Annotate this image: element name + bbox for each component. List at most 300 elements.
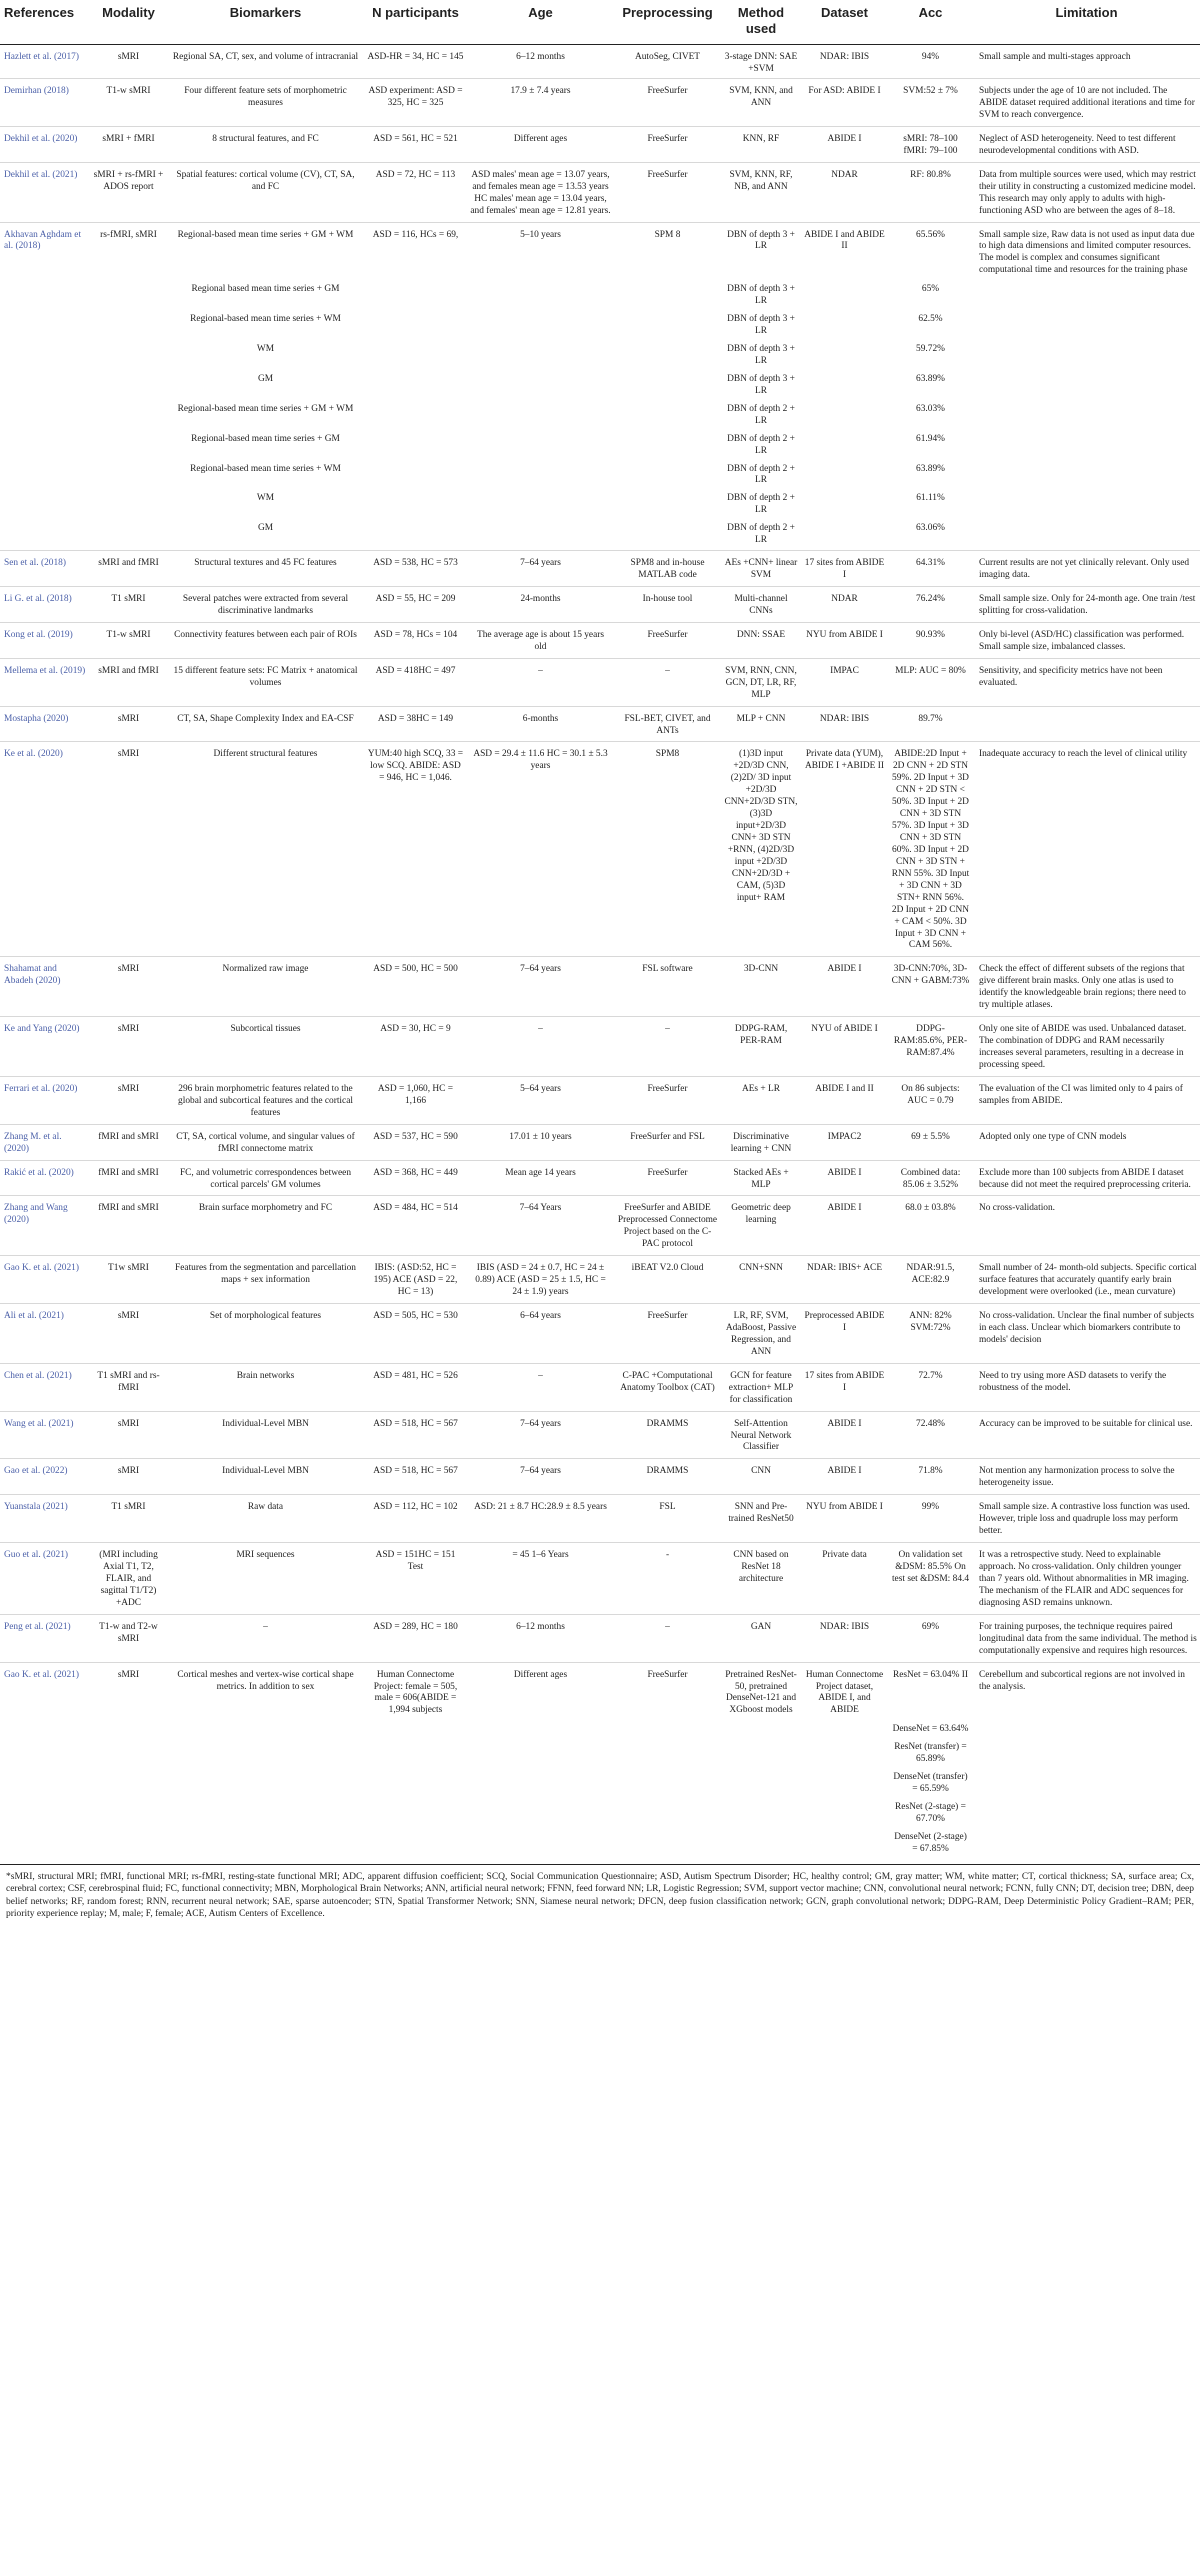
cell-age: – <box>467 1363 614 1411</box>
cell-accuracy: sMRI: 78–100 fMRI: 79–100 <box>888 126 973 162</box>
cell-age <box>467 1829 614 1864</box>
cell-age <box>467 1721 614 1739</box>
cell-age <box>467 431 614 461</box>
cell-preprocessing <box>614 1769 721 1799</box>
cell-dataset: ABIDE I <box>801 1411 888 1459</box>
header-acc: Acc <box>888 0 973 45</box>
table-row <box>0 1076 1200 1124</box>
cell-limitation <box>973 431 1200 461</box>
table-row <box>0 742 1200 957</box>
cell-accuracy: 99% <box>888 1495 973 1543</box>
header-biomarkers: Biomarkers <box>167 0 364 45</box>
cell-preprocessing: FSL <box>614 1495 721 1543</box>
cell-preprocessing: – <box>614 658 721 706</box>
table-row <box>0 490 1200 520</box>
cell-modality <box>90 520 167 550</box>
cell-n-participants: ASD experiment: ASD = 325, HC = 325 <box>364 79 467 127</box>
cell-modality: sMRI + rs-fMRI + ADOS report <box>90 162 167 222</box>
cell-modality <box>90 1829 167 1864</box>
cell-modality <box>90 490 167 520</box>
cell-dataset: NDAR: IBIS <box>819 52 870 63</box>
cell-method: DBN of depth 3 + LR <box>727 314 795 337</box>
cell-method <box>721 1799 801 1829</box>
cell-accuracy: 59.72% <box>916 344 945 354</box>
cell-dataset: ABIDE I <box>801 126 888 162</box>
cell-accuracy: ResNet (2-stage) = 67.70% <box>895 1802 966 1824</box>
cell-limitation <box>973 520 1200 550</box>
cell-biomarkers: Features from the segmentation and parcellation maps + sex information <box>167 1256 364 1304</box>
cell-accuracy: ANN: 82% SVM:72% <box>888 1304 973 1364</box>
cell-accuracy: ABIDE:2D Input + 2D CNN + 2D STN 59%. 2D Input + 3D CNN + 2D STN < 50%. 3D Input + 2D CNN + 3D STN 57%. 3D Input + 3D CNN + 3D STN 60%. 3D Input + 2D CNN + 3D STN + RNN 55%. 3D Input + 3D CNN + 3D STN+ RNN 56%. 2D Input + 2D CNN + CAM < 50%. 3D Input + 3D CNN + CAM 56%. <box>888 742 973 957</box>
cell-biomarkers: CT, SA, cortical volume, and singular values of fMRI connectome matrix <box>167 1124 364 1160</box>
cell-limitation <box>973 706 1200 742</box>
cell-n-participants <box>364 1721 467 1739</box>
cell-age: 7–64 years <box>467 1459 614 1495</box>
cell-limitation <box>973 311 1200 341</box>
cell-limitation: Subjects under the age of 10 are not included. The ABIDE dataset required additional iterations and time for SVM to reach convergence. <box>973 79 1200 127</box>
cell-age <box>467 490 614 520</box>
cell-age <box>467 1739 614 1769</box>
cell-reference: Sen et al. (2018) <box>0 551 90 587</box>
cell-age <box>467 281 614 311</box>
cell-biomarkers: Structural textures and 45 FC features <box>167 551 364 587</box>
cell-method <box>721 1769 801 1799</box>
cell-n-participants: ASD = 289, HC = 180 <box>364 1614 467 1662</box>
cell-age: Different ages <box>467 1662 614 1721</box>
cell-age: IBIS (ASD = 24 ± 0.7, HC = 24 ± 0.89) ACE (ASD = 25 ± 1.5, HC = 24 ± 1.9) years <box>467 1256 614 1304</box>
cell-preprocessing: FreeSurfer <box>614 1662 721 1721</box>
table-row <box>0 622 1200 658</box>
cell-age: – <box>467 658 614 706</box>
cell-method: Discriminative learning + CNN <box>721 1124 801 1160</box>
cell-limitation: Accuracy can be improved to be suitable for clinical use. <box>973 1411 1200 1459</box>
cell-biomarkers: Normalized raw image <box>167 957 364 1017</box>
cell-biomarkers: MRI sequences <box>167 1543 364 1615</box>
cell-preprocessing <box>614 401 721 431</box>
cell-dataset <box>801 371 888 401</box>
cell-preprocessing: SPM8 and in-house MATLAB code <box>614 551 721 587</box>
cell-age: 6–12 months <box>467 1614 614 1662</box>
cell-age <box>467 461 614 491</box>
cell-biomarkers <box>167 1769 364 1799</box>
cell-modality: T1 sMRI and rs-fMRI <box>90 1363 167 1411</box>
table-row <box>0 1662 1200 1721</box>
table-row <box>0 1543 1200 1615</box>
cell-method: DBN of depth 2 + LR <box>727 433 795 456</box>
cell-reference <box>0 431 90 461</box>
cell-dataset: Preprocessed ABIDE I <box>801 1304 888 1364</box>
cell-age: 17.9 ± 7.4 years <box>467 79 614 127</box>
cell-method <box>721 1829 801 1864</box>
cell-limitation <box>973 401 1200 431</box>
cell-accuracy: 94% <box>921 52 940 63</box>
cell-reference: Chen et al. (2021) <box>0 1363 90 1411</box>
cell-preprocessing: FreeSurfer <box>614 126 721 162</box>
cell-age: 6-months <box>467 706 614 742</box>
table-row <box>0 431 1200 461</box>
cell-accuracy: 72.48% <box>888 1411 973 1459</box>
cell-accuracy: 69 ± 5.5% <box>888 1124 973 1160</box>
cell-n-participants: Human Connectome Project: female = 505, male = 606(ABIDE = 1,994 subjects <box>364 1662 467 1721</box>
cell-dataset: NDAR: IBIS <box>801 1614 888 1662</box>
cell-biomarkers: – <box>167 1614 364 1662</box>
cell-n-participants: ASD = 500, HC = 500 <box>364 957 467 1017</box>
cell-method: DNN: SSAE <box>721 622 801 658</box>
cell-dataset: IMPAC2 <box>801 1124 888 1160</box>
table-row <box>0 1363 1200 1411</box>
cell-modality: T1 sMRI <box>90 1495 167 1543</box>
header-n-participants: N participants <box>364 0 467 45</box>
table-row <box>0 162 1200 222</box>
cell-age: The average age is about 15 years old <box>467 622 614 658</box>
cell-biomarkers: 296 brain morphometric features related to the global and subcortical features and the cortical features <box>167 1076 364 1124</box>
cell-limitation <box>973 1799 1200 1829</box>
cell-method <box>721 1721 801 1739</box>
cell-limitation: Small sample and multi-stages approach <box>979 52 1131 63</box>
cell-reference: Zhang M. et al. (2020) <box>0 1124 90 1160</box>
cell-preprocessing: FreeSurfer <box>614 1160 721 1196</box>
cell-biomarkers: Individual-Level MBN <box>167 1411 364 1459</box>
cell-n-participants: ASD = 518, HC = 567 <box>364 1411 467 1459</box>
cell-reference <box>0 490 90 520</box>
header-references: References <box>0 0 90 45</box>
cell-accuracy: 63.06% <box>916 523 945 534</box>
cell-preprocessing <box>614 520 721 550</box>
table-row <box>0 1829 1200 1864</box>
cell-n-participants <box>364 431 467 461</box>
cell-method: DBN of depth 3 + LR <box>721 222 801 281</box>
cell-limitation: No cross-validation. <box>973 1196 1200 1256</box>
cell-method: DBN of depth 2 + LR <box>727 463 795 486</box>
cell-reference <box>0 1739 90 1769</box>
cell-n-participants: ASD = 112, HC = 102 <box>364 1495 467 1543</box>
table-row <box>0 957 1200 1017</box>
cell-n-participants: YUM:40 high SCQ, 33 = low SCQ. ABIDE: ASD = 946, HC = 1,046. <box>364 742 467 957</box>
cell-biomarkers: Regional-based mean time series + GM + WM <box>167 222 364 281</box>
table-row <box>0 1459 1200 1495</box>
cell-biomarkers: Spatial features: cortical volume (CV), CT, SA, and FC <box>167 162 364 222</box>
cell-n-participants: ASD = 72, HC = 113 <box>364 162 467 222</box>
cell-n-participants: ASD = 1,060, HC = 1,166 <box>364 1076 467 1124</box>
cell-accuracy: MLP: AUC = 80% <box>888 658 973 706</box>
cell-dataset: ABIDE I <box>801 1196 888 1256</box>
cell-accuracy: ResNet = 63.04% II <box>888 1662 973 1721</box>
cell-limitation: Cerebellum and subcortical regions are not involved in the analysis. <box>973 1662 1200 1721</box>
cell-accuracy: On 86 subjects: AUC = 0.79 <box>888 1076 973 1124</box>
cell-biomarkers: Regional SA, CT, sex, and volume of intracranial <box>172 52 359 63</box>
cell-reference <box>0 341 90 371</box>
cell-limitation: Small sample size, Raw data is not used as input data due to high data dimensions and limited computer resources. The model is complex and consumes significant computational time and resources for the training phase <box>973 222 1200 281</box>
cell-n-participants <box>364 461 467 491</box>
cell-age: 17.01 ± 10 years <box>467 1124 614 1160</box>
cell-preprocessing: FreeSurfer <box>614 1076 721 1124</box>
cell-accuracy: 63.89% <box>916 373 945 384</box>
cell-modality: T1w sMRI <box>90 1256 167 1304</box>
cell-modality <box>90 371 167 401</box>
cell-preprocessing: FSL-BET, CIVET, and ANTs <box>614 706 721 742</box>
cell-preprocessing: FreeSurfer <box>614 1304 721 1364</box>
header-modality: Modality <box>90 0 167 45</box>
cell-limitation: Check the effect of different subsets of the regions that give different brain masks. Only one atlas is used to identify the knowledgeable brain regions; there need to try multiple atlases. <box>973 957 1200 1017</box>
cell-preprocessing <box>614 490 721 520</box>
cell-dataset <box>801 461 888 491</box>
cell-preprocessing: iBEAT V2.0 Cloud <box>614 1256 721 1304</box>
cell-age: 6–64 years <box>467 1304 614 1364</box>
cell-reference: Gao et al. (2022) <box>0 1459 90 1495</box>
cell-modality: sMRI <box>90 742 167 957</box>
cell-method: SNN and Pre-trained ResNet50 <box>721 1495 801 1543</box>
cell-biomarkers: WM <box>256 493 275 504</box>
cell-limitation: No cross-validation. Unclear the final number of subjects in each class. Unclear which biomarkers contribute to models' decision <box>973 1304 1200 1364</box>
table-row <box>0 341 1200 371</box>
cell-reference: Dekhil et al. (2021) <box>0 162 90 222</box>
cell-n-participants: ASD = 78, HCs = 104 <box>364 622 467 658</box>
cell-limitation: Inadequate accuracy to reach the level of clinical utility <box>973 742 1200 957</box>
cell-accuracy: 63.03% <box>916 403 945 414</box>
cell-dataset: NYU from ABIDE I <box>801 1495 888 1543</box>
cell-method: DBN of depth 2 + LR <box>727 403 795 426</box>
cell-method: GCN for feature extraction+ MLP for classification <box>721 1363 801 1411</box>
cell-age: Mean age 14 years <box>467 1160 614 1196</box>
cell-dataset <box>801 490 888 520</box>
cell-method: MLP + CNN <box>721 706 801 742</box>
cell-n-participants <box>364 520 467 550</box>
cell-biomarkers: Regional-based mean time series + WM <box>190 314 341 325</box>
table-row <box>0 45 1200 79</box>
cell-method: CNN+SNN <box>721 1256 801 1304</box>
table-row <box>0 1411 1200 1459</box>
cell-modality <box>90 1769 167 1799</box>
cell-modality <box>90 1799 167 1829</box>
cell-preprocessing <box>614 461 721 491</box>
cell-reference: Zhang and Wang (2020) <box>0 1196 90 1256</box>
cell-biomarkers <box>167 1721 364 1739</box>
cell-method: Geometric deep learning <box>721 1196 801 1256</box>
cell-modality: sMRI and fMRI <box>90 658 167 706</box>
cell-n-participants: ASD = 55, HC = 209 <box>364 587 467 623</box>
cell-modality: sMRI <box>90 1662 167 1721</box>
cell-dataset: Private data (YUM), ABIDE I +ABIDE II <box>801 742 888 957</box>
cell-reference: Wang et al. (2021) <box>0 1411 90 1459</box>
cell-dataset: ABIDE I <box>801 1160 888 1196</box>
cell-dataset: Human Connectome Project dataset, ABIDE I, and ABIDE <box>801 1662 888 1721</box>
cell-accuracy: Combined data: 85.06 ± 3.52% <box>888 1160 973 1196</box>
header-method-used: Method used <box>721 0 801 45</box>
cell-reference: Hazlett et al. (2017) <box>4 52 79 63</box>
cell-dataset: NDAR <box>801 587 888 623</box>
cell-biomarkers: Several patches were extracted from several discriminative landmarks <box>167 587 364 623</box>
cell-preprocessing <box>614 341 721 371</box>
cell-method: DBN of depth 2 + LR <box>727 493 795 516</box>
cell-dataset: Private data <box>801 1543 888 1615</box>
cell-biomarkers: FC, and volumetric correspondences between cortical parcels' GM volumes <box>167 1160 364 1196</box>
table-row <box>0 1739 1200 1769</box>
cell-method: SVM, RNN, CNN, GCN, DT, LR, RF, MLP <box>721 658 801 706</box>
cell-age: 24-months <box>467 587 614 623</box>
cell-n-participants: ASD = 418HC = 497 <box>364 658 467 706</box>
cell-biomarkers: Set of morphological features <box>167 1304 364 1364</box>
table-row <box>0 587 1200 623</box>
cell-limitation: Only bi-level (ASD/HC) classification was performed. Small sample size, imbalanced classes. <box>973 622 1200 658</box>
cell-method: LR, RF, SVM, AdaBoost, Passive Regression, and ANN <box>721 1304 801 1364</box>
cell-age <box>467 1799 614 1829</box>
cell-method: DDPG-RAM, PER-RAM <box>721 1017 801 1077</box>
cell-modality: sMRI + fMRI <box>90 126 167 162</box>
cell-limitation: Need to try using more ASD datasets to verify the robustness of the model. <box>973 1363 1200 1411</box>
cell-preprocessing: - <box>614 1543 721 1615</box>
table-row <box>0 126 1200 162</box>
cell-limitation <box>973 1721 1200 1739</box>
cell-preprocessing: DRAMMS <box>614 1459 721 1495</box>
cell-preprocessing: DRAMMS <box>614 1411 721 1459</box>
cell-modality: T1 sMRI <box>90 587 167 623</box>
cell-n-participants: ASD = 30, HC = 9 <box>364 1017 467 1077</box>
cell-dataset: ABIDE I <box>801 1459 888 1495</box>
cell-age <box>467 371 614 401</box>
cell-biomarkers <box>167 1739 364 1769</box>
cell-n-participants <box>364 490 467 520</box>
cell-modality <box>90 1721 167 1739</box>
cell-preprocessing: FreeSurfer <box>614 622 721 658</box>
cell-reference <box>0 1721 90 1739</box>
cell-age: ASD = 29.4 ± 11.6 HC = 30.1 ± 5.3 years <box>467 742 614 957</box>
cell-preprocessing <box>614 371 721 401</box>
cell-method: DBN of depth 2 + LR <box>727 523 795 546</box>
table-footnote: *sMRI, structural MRI; fMRI, functional MRI; rs-fMRI, resting-state functional MRI; ADC, apparent diffusion coefficient; SCQ, Social Communication Questionnaire; ASD, Autism Spectrum Disorder; HC, healthy control; GM, gray matter; WM, white matter; CT, cortical thickness; SA, surface area; Cx, cerebral cortex; CSF, cerebrospinal fluid; FC, functional connectivity; MBN, Morphological Brain Networks; ANN, artificial neural network; FFNN, feed forward NN; LR, Logistic Regression; SVM, support vector machine; CNN, convolutional neural network; FCNN, fully CNN; DT, decision tree; DBN, deep belief networks; RF, random forest; RNN, recurrent neural network; SAE, sparse autoencoder; STN, Spatial Transformer Network; SNN, Siamese neural network; DFCN, deep fusion classification network; GCN, graph convolutional network; DDPG-RAM, Deep Deterministic Policy Gradient–RAM; PER, priority experience replay; M, male; F, female; ACE, Autism Centers of Excellence. <box>6 1871 1194 1920</box>
cell-accuracy: 69% <box>888 1614 973 1662</box>
cell-reference: Rakić et al. (2020) <box>0 1160 90 1196</box>
cell-limitation: Sensitivity, and specificity metrics have not been evaluated. <box>973 658 1200 706</box>
cell-modality: sMRI <box>90 706 167 742</box>
table-row <box>0 1124 1200 1160</box>
cell-preprocessing: – <box>614 1614 721 1662</box>
cell-modality: T1-w and T2-w sMRI <box>90 1614 167 1662</box>
cell-age <box>467 341 614 371</box>
cell-reference <box>0 371 90 401</box>
cell-biomarkers: Cortical meshes and vertex-wise cortical shape metrics. In addition to sex <box>167 1662 364 1721</box>
cell-preprocessing <box>614 1829 721 1864</box>
cell-reference <box>0 461 90 491</box>
cell-age: 7–64 years <box>467 551 614 587</box>
cell-accuracy: DenseNet (transfer) = 65.59% <box>893 1772 968 1795</box>
cell-reference <box>0 1799 90 1829</box>
cell-preprocessing <box>614 311 721 341</box>
cell-reference: Ke et al. (2020) <box>0 742 90 957</box>
cell-biomarkers: Brain networks <box>167 1363 364 1411</box>
cell-n-participants: ASD = 368, HC = 449 <box>364 1160 467 1196</box>
table-row <box>0 658 1200 706</box>
cell-modality <box>90 1739 167 1769</box>
cell-biomarkers: Raw data <box>167 1495 364 1543</box>
table-row <box>0 1799 1200 1829</box>
cell-modality: sMRI <box>90 1304 167 1364</box>
cell-n-participants <box>364 371 467 401</box>
cell-dataset <box>801 520 888 550</box>
cell-reference <box>0 281 90 311</box>
cell-reference: Mellema et al. (2019) <box>0 658 90 706</box>
cell-dataset: 17 sites from ABIDE I <box>801 1363 888 1411</box>
cell-accuracy: 3D-CNN:70%, 3D-CNN + GABM:73% <box>888 957 973 1017</box>
cell-preprocessing <box>614 431 721 461</box>
cell-dataset <box>801 401 888 431</box>
cell-reference: Akhavan Aghdam et al. (2018) <box>0 222 90 281</box>
cell-modality: sMRI <box>90 957 167 1017</box>
table-row <box>0 1196 1200 1256</box>
cell-age <box>467 401 614 431</box>
cell-accuracy: 65.56% <box>888 222 973 281</box>
table-row <box>0 1614 1200 1662</box>
cell-dataset: ABIDE I and II <box>801 1076 888 1124</box>
cell-dataset: NYU from ABIDE I <box>801 622 888 658</box>
cell-method: DBN of depth 3 + LR <box>727 373 795 396</box>
cell-n-participants: ASD-HR = 34, HC = 145 <box>367 52 464 63</box>
cell-limitation: Exclude more than 100 subjects from ABIDE I dataset because did not meet the required preprocessing criteria. <box>973 1160 1200 1196</box>
cell-preprocessing <box>614 281 721 311</box>
cell-limitation <box>973 490 1200 520</box>
cell-biomarkers: Four different feature sets of morphometric measures <box>167 79 364 127</box>
cell-modality: fMRI and sMRI <box>90 1124 167 1160</box>
cell-preprocessing: SPM 8 <box>614 222 721 281</box>
cell-reference: Li G. et al. (2018) <box>0 587 90 623</box>
cell-reference: Yuanstala (2021) <box>0 1495 90 1543</box>
cell-reference: Gao K. et al. (2021) <box>0 1662 90 1721</box>
cell-reference: Ke and Yang (2020) <box>0 1017 90 1077</box>
table-row <box>0 1769 1200 1799</box>
cell-modality: sMRI and fMRI <box>90 551 167 587</box>
cell-modality: fMRI and sMRI <box>90 1196 167 1256</box>
cell-biomarkers: Subcortical tissues <box>167 1017 364 1077</box>
cell-preprocessing <box>614 1799 721 1829</box>
cell-preprocessing: FreeSurfer <box>614 79 721 127</box>
cell-biomarkers: Brain surface morphometry and FC <box>167 1196 364 1256</box>
cell-dataset <box>801 311 888 341</box>
cell-accuracy: 65% <box>921 284 940 295</box>
cell-preprocessing: FreeSurfer <box>614 162 721 222</box>
cell-dataset: NYU of ABIDE I <box>801 1017 888 1077</box>
cell-biomarkers: WM <box>256 344 275 354</box>
cell-limitation: Current results are not yet clinically relevant. Only used imaging data. <box>973 551 1200 587</box>
cell-limitation <box>973 341 1200 371</box>
cell-n-participants <box>364 1829 467 1864</box>
cell-age: 7–64 years <box>467 1411 614 1459</box>
cell-n-participants <box>364 341 467 371</box>
cell-age <box>467 1769 614 1799</box>
cell-limitation <box>973 461 1200 491</box>
cell-modality <box>90 461 167 491</box>
table-row <box>0 222 1200 281</box>
cell-method: Multi-channel CNNs <box>721 587 801 623</box>
cell-modality: (MRI including Axial T1, T2, FLAIR, and sagittal T1/T2) +ADC <box>90 1543 167 1615</box>
cell-accuracy: 61.94% <box>916 433 945 444</box>
cell-age: 5–64 years <box>467 1076 614 1124</box>
cell-n-participants <box>364 1769 467 1799</box>
cell-age: ASD: 21 ± 8.7 HC:28.9 ± 8.5 years <box>467 1495 614 1543</box>
header-dataset: Dataset <box>801 0 888 45</box>
table-row <box>0 401 1200 431</box>
cell-accuracy: 89.7% <box>888 706 973 742</box>
cell-reference <box>0 311 90 341</box>
cell-modality: sMRI <box>90 1459 167 1495</box>
cell-n-participants: ASD = 561, HC = 521 <box>364 126 467 162</box>
cell-dataset: 17 sites from ABIDE I <box>801 551 888 587</box>
table-row <box>0 520 1200 550</box>
cell-modality: sMRI <box>117 52 140 63</box>
cell-n-participants: ASD = 505, HC = 530 <box>364 1304 467 1364</box>
cell-age: Different ages <box>467 126 614 162</box>
cell-method: SVM, KNN, and ANN <box>721 79 801 127</box>
cell-n-participants: ASD = 537, HC = 590 <box>364 1124 467 1160</box>
cell-preprocessing: – <box>614 1017 721 1077</box>
